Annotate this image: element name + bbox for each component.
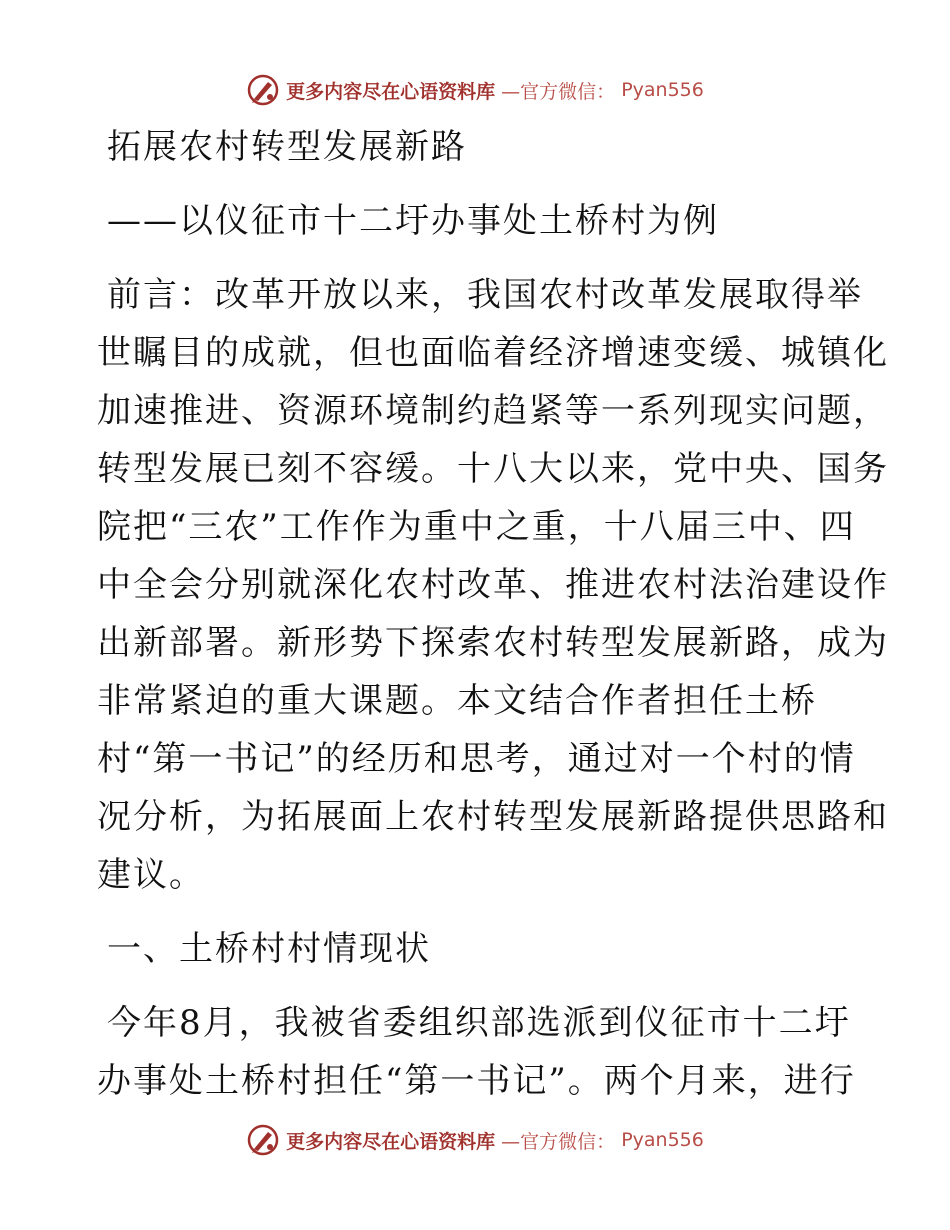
paragraph-line: 建议。 — [97, 855, 205, 895]
preface-paragraph — [97, 266, 889, 904]
paragraph-line: 村“第一书记”的经历和思考，通过对一个村的情 — [97, 739, 856, 779]
paragraph-line: 出新部署。新形势下探索农村转型发展新路，成为 — [97, 623, 889, 663]
watermark-text: 更多内容尽在心语资料库 — [286, 1130, 496, 1153]
paragraph-line: 况分析，为拓展面上农村转型发展新路提供思路和 — [97, 797, 889, 837]
watermark-separator: —官方微信： — [501, 1130, 616, 1153]
watermark-account: Pyan556 — [621, 79, 704, 101]
document-body — [97, 118, 889, 1110]
paragraph-line: 世瞩目的成就，但也面临着经济增速变缓、城镇化 — [97, 333, 889, 373]
pen-logo-icon — [246, 1123, 280, 1157]
section-paragraph — [97, 994, 857, 1110]
watermark-text: 更多内容尽在心语资料库 — [286, 80, 496, 103]
header-watermark — [0, 70, 950, 110]
paragraph-line: 院把“三农”工作作为重中之重，十八届三中、四 — [97, 507, 856, 547]
pen-logo-icon — [246, 73, 280, 107]
section-heading: 一、土桥村村情现状 — [107, 929, 431, 969]
document-subtitle: ——以仪征市十二圩办事处土桥村为例 — [107, 201, 719, 241]
paragraph-line: 前言：改革开放以来，我国农村改革发展取得举 — [107, 275, 863, 315]
paragraph-line: 加速推进、资源环境制约趋紧等一系列现实问题， — [97, 391, 889, 431]
watermark-separator: —官方微信： — [501, 80, 616, 103]
paragraph-line: 非常紧迫的重大课题。本文结合作者担任土桥 — [97, 681, 817, 721]
paragraph-line: 中全会分别就深化农村改革、推进农村法治建设作 — [97, 565, 889, 605]
paragraph-line: 今年8月，我被省委组织部选派到仪征市十二圩 — [107, 1003, 851, 1043]
paragraph-line: 办事处土桥村担任“第一书记”。两个月来，进行 — [97, 1061, 856, 1101]
watermark-account: Pyan556 — [621, 1129, 704, 1151]
paragraph-line: 转型发展已刻不容缓。十八大以来，党中央、国务 — [97, 449, 889, 489]
document-title: 拓展农村转型发展新路 — [107, 127, 467, 167]
footer-watermark — [0, 1120, 950, 1160]
